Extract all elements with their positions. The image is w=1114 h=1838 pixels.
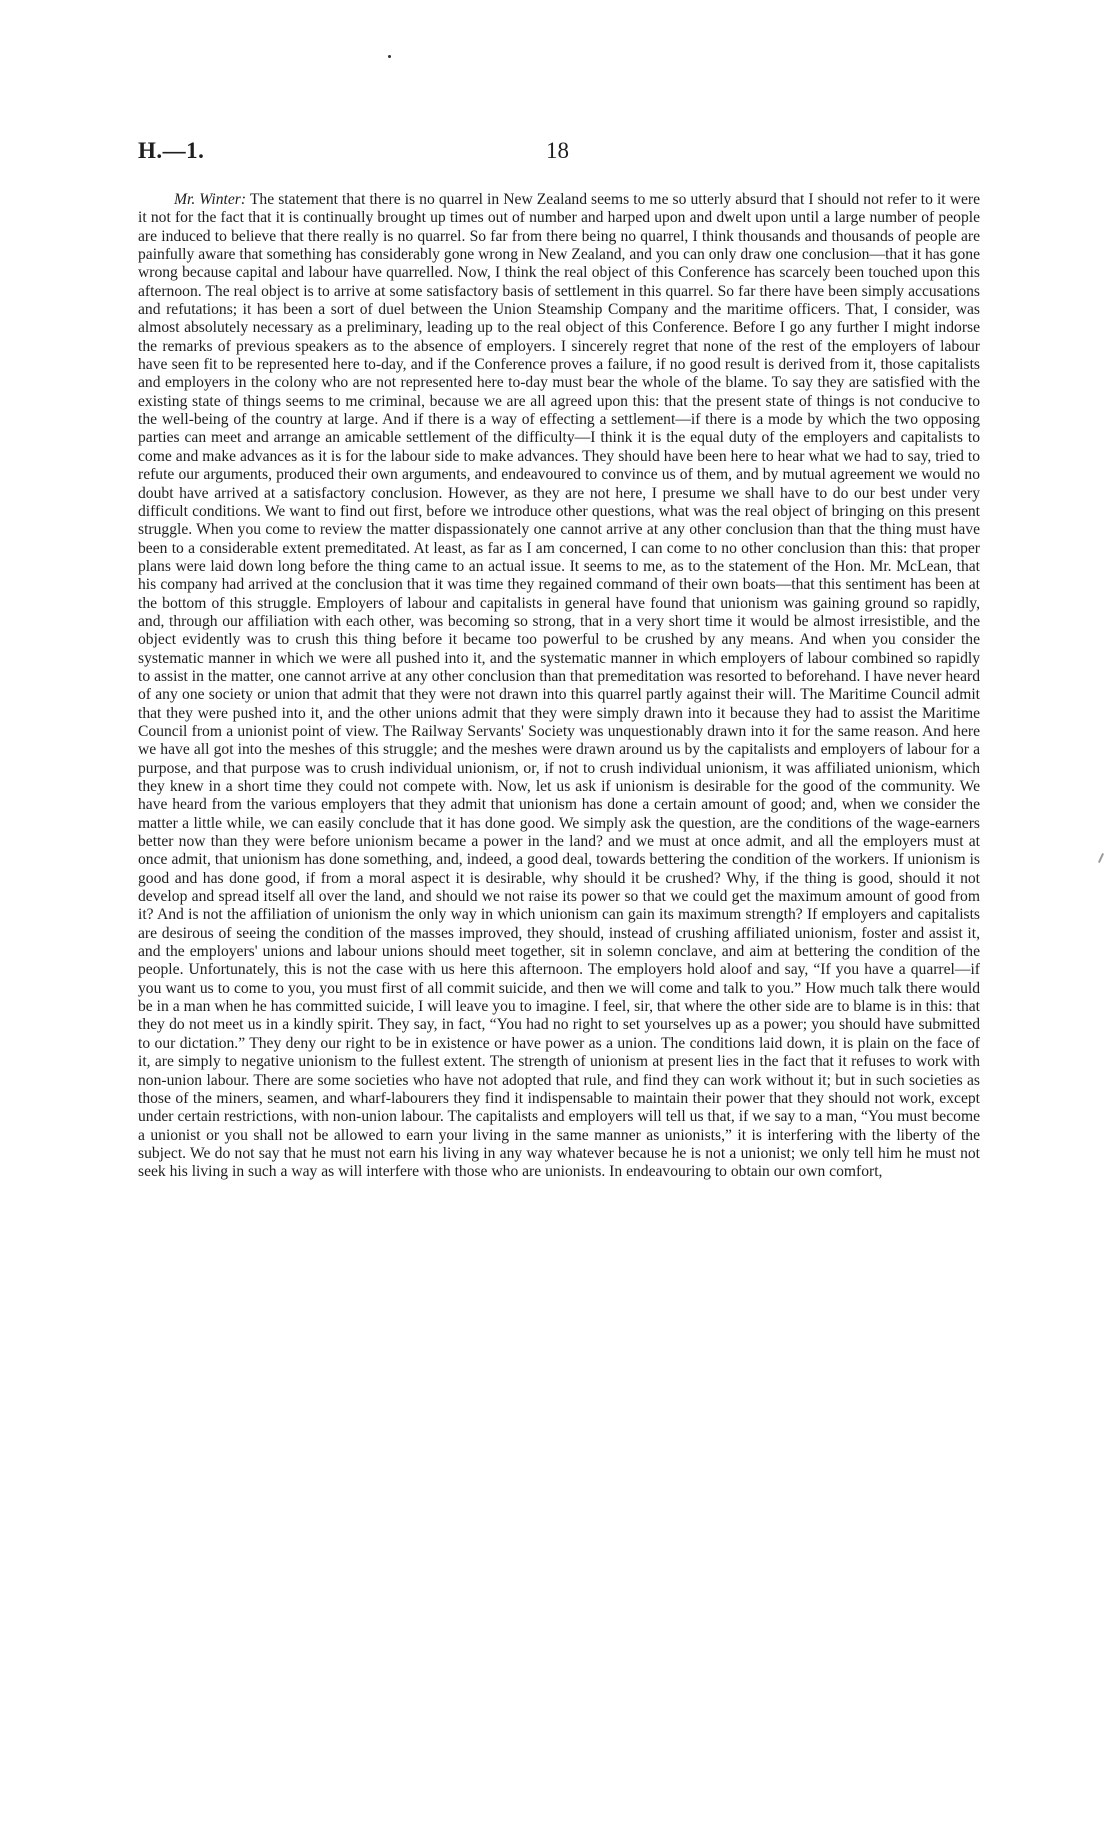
running-head (138, 138, 978, 168)
speaker-name: Mr. Winter: (174, 191, 247, 208)
margin-mark (1098, 853, 1104, 863)
print-speck (388, 55, 391, 58)
speech-text: The statement that there is no quarrel in New Zealand seems to me so utterly absurd that I should not refer to it were it not for the fact that it is continually brought up times out of number and harped upon and dwelt upon until a large number of people are induced to believe that there really is no quarrel. So far from there being no quarrel, I think thousands and thousands of people are painfully aware that something has considerably gone wrong in New Zealand, and you can only draw one conclusion—that it has gone wrong because capital and labour have quarrelled. Now, I think the real object of this Conference has scarcely been touched upon this afternoon. The real object is to arrive at some satisfactory basis of settlement in this quarrel. So far there have been simply accusations and refutations; it has been a sort of duel between the Union Steamship Company and the maritime officers. That, I consider, was almost absolutely necessary as a preliminary, leading up to the real object of this Conference. Before I go any further I might indorse the remarks of previous speakers as to the absence of employers. I sincerely regret that none of the rest of the employers of labour have seen fit to be represented here to-day, and if the Conference proves a failure, if no good result is derived from it, those capitalists and employers in the colony who are not represented here to-day must bear the whole of the blame. To say they are satisfied with the existing state of things seems to me criminal, because we are all agreed upon this: that the present state of things is not conducive to the well-being of the country at large. And if there is a way of effecting a settlement—if there is a mode by which the two opposing parties can meet and arrange an amicable settlement of the difficulty—I think it is the equal duty of the employers and capitalists to come and make advances as it is for the labour side to make advances. They should have been here to hear what we had to say, tried to refute our arguments, produced their own arguments, and endeavoured to convince us of them, and by mutual agreement we would no doubt have arrived at a satisfactory conclusion. However, as they are not here, I presume we shall have to do our best under very difficult conditions. We want to find out first, before we introduce other questions, what was the real object of bringing on this present struggle. When you come to review the matter dispassionately one cannot arrive at any other conclusion than that the thing must have been to a considerable extent premeditated. At least, as far as I am concerned, I can come to no other conclusion than this: that proper plans were laid down long before the thing came to an actual issue. It seems to me, as to the statement of the Hon. Mr. McLean, that his company had arrived at the conclusion that it was time they regained command of their own boats—that this sentiment has been at the bottom of this struggle. Employers of labour and capitalists in general have found that unionism was gaining ground so rapidly, and, through our affiliation with each other, was becoming so strong, that in a very short time it would be almost irresistible, and the object evidently was to crush this thing before it became too powerful to be crushed by any means. And when you consider the systematic manner in which we were all pushed into it, and the systematic manner in which employers of labour combined so rapidly to assist in the matter, one cannot arrive at any other conclusion than that premeditation was resorted to beforehand. I have never heard of any one society or union that admit that they were not drawn into this quarrel partly against their will. The Maritime Council admit that they were pushed into it, and the other unions admit that they were simply drawn into it because they had to assist the Maritime Council from a unionist point of view. The Railway Servants' Society was unquestionably drawn into it for the same reason. And here we have all got into the meshes of this struggle; and the meshes were drawn around us by the capitalists and employers of labour for a purpose, and that purpose was to crush individual unionism, or, if not to crush individual unionism, it was affiliated unionism, which they knew in a short time they could not compete with. Now, let us ask if unionism is desirable for the good of the community. We have heard from the various employers that they admit that unionism has done a certain amount of good; and, when we consider the matter a little while, we can easily conclude that it has done good. We simply ask the question, are the conditions of the wage-earners better now than they were before unionism became a power in the land? and we must at once admit, and all the employers must at once admit, that unionism has done something, and, indeed, a good deal, towards bettering the condition of the workers. If unionism is good and has done good, if from a moral aspect it is desirable, why should it be crushed? Why, if the thing is good, should it not develop and spread itself all over the land, and should we not raise its power so that we could get the maximum amount of good from it? And is not the affiliation of unionism the only way in which unionism can gain its maximum strength? If employers and capitalists are desirous of seeing the condition of the masses improved, they should, instead of crushing affiliated unionism, foster and assist it, and the employers' unions and labour unions should meet together, sit in solemn conclave, and aim at bettering the condition of the people. Unfortunately, this is not the case with us here this afternoon. The employers hold aloof and say, “If you have a quarrel—if you want us to come to you, you must first of all commit suicide, and then we will come and talk to you.” How much talk there would be in a man when he has committed suicide, I will leave you to imagine. I feel, sir, that where the other side are to blame is in this: that they do not meet us in a kindly spirit. They say, in fact, “You had no right to set yourselves up as a power; you should have submitted to our dictation.” They deny our right to be in existence or have power as a union. The conditions laid down, it is plain on the face of it, are simply to negative unionism to the fullest extent. The strength of unionism at present lies in the fact that it refuses to work with non-union labour. There are some societies who have not adopted that rule, and find they can work without it; but in such societies as those of the miners, seamen, and wharf-labourers they find it indispensable to maintain their power that they should not work, except under certain restrictions, with non-union labour. The capitalists and employers will tell us that, if we say to a man, “You must become a unionist or you shall not be allowed to earn your living in the same manner as unionists,” it is interfering with the liberty of the subject. We do not say that he must not earn his living in any way whatever because he is not a unionist; we only tell him he must not seek his living in such a way as will interfere with those who are unionists. In endeavouring to obtain our own comfort, (138, 191, 980, 1181)
document-reference: H.—1. (138, 138, 205, 163)
page-number: 18 (546, 138, 569, 163)
body-text (138, 191, 980, 1182)
speech-paragraph (138, 191, 980, 1182)
